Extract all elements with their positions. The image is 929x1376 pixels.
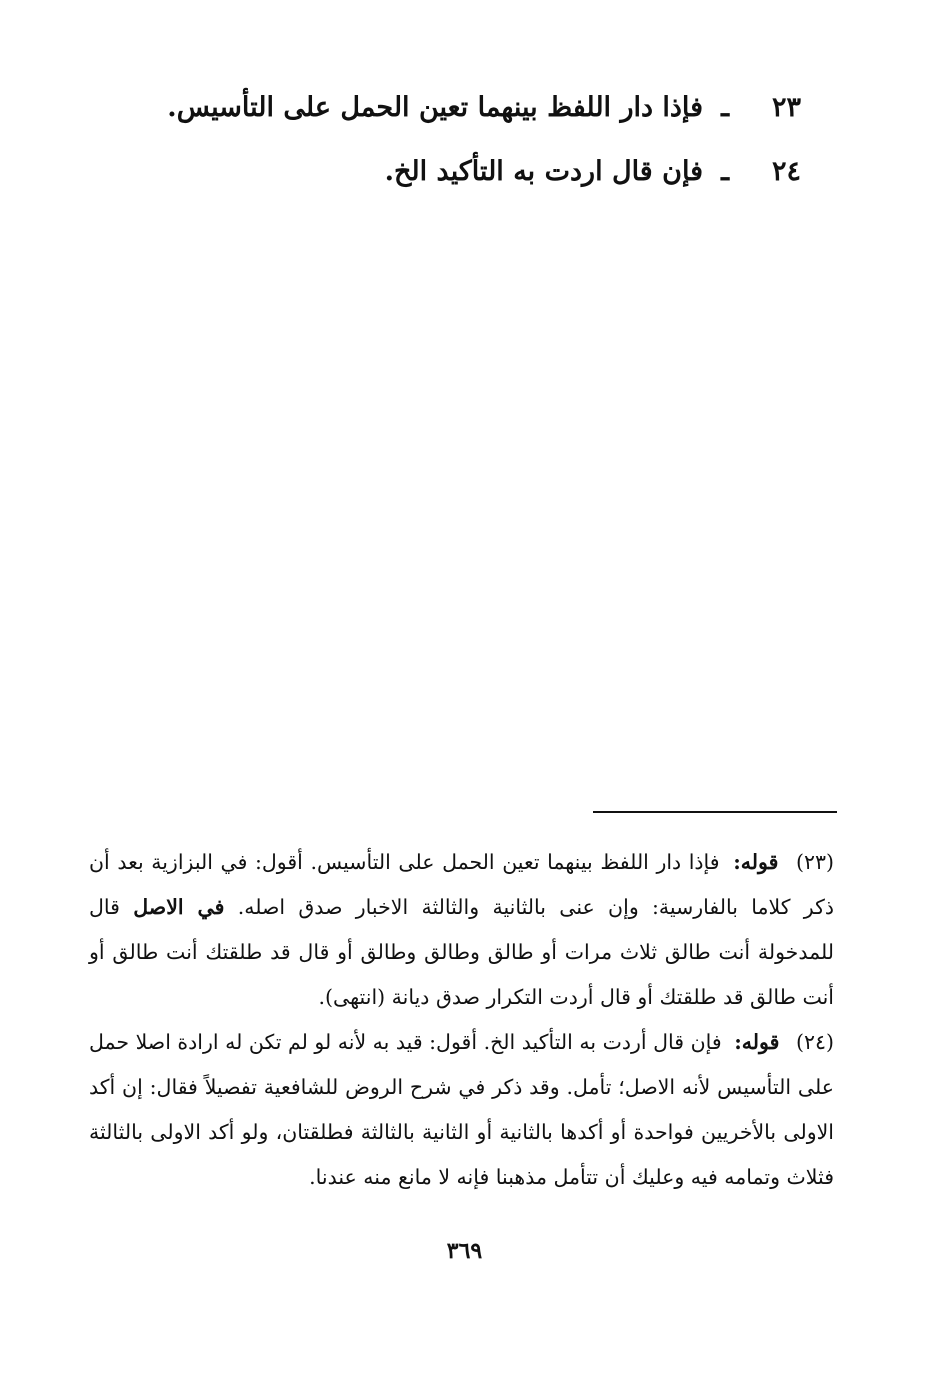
line-number: ٢٤	[771, 156, 801, 187]
page-number: ٣٦٩	[446, 1238, 483, 1264]
footnote-number: (٢٣)	[795, 850, 834, 874]
line-text: فإن قال اردت به التأكيد الخ.	[384, 156, 704, 187]
line-number: ٢٣	[771, 92, 801, 123]
footnote-23	[89, 840, 834, 1020]
footnote-lead: فإن قال أردت به التأكيد الخ.	[483, 1030, 722, 1054]
footnote-lead: فإذا دار اللفظ بينهما تعين الحمل على التأسيس.	[310, 850, 720, 874]
main-line-23	[101, 92, 801, 156]
footnotes	[89, 840, 834, 1200]
footnote-source: في الاصل	[133, 895, 225, 919]
footnote-text: أقول: قيد به لأنه لو لم تكن له ارادة اصلا حمل على التأسيس لأنه الاصل؛ تأمل. وقد ذكر في شرح الروض للشافعية تفصيلاً فقال: إن أكد الاولى بالأخريين فواحدة أو أكدها بالثانية أو الثانية بالثالثة فطلقتان، ولو أكد الاولى بالثالثة فثلاث وتمامه فيه وعليك أن تتأمل مذهبنا فإنه لا مانع منه عندنا.	[89, 1030, 834, 1189]
line-dash: ـ	[721, 156, 729, 187]
footnote-keyword: قوله:	[734, 1030, 780, 1054]
line-dash: ـ	[721, 92, 729, 123]
footnote-text: أقول: في البزازية بعد أن ذكر كلاما بالفارسية: وإن عنى بالثانية والثالثة الاخبار صدق اصله.	[89, 850, 834, 919]
footnote-separator	[593, 811, 837, 813]
footnote-24	[89, 1020, 834, 1200]
main-text	[101, 92, 801, 220]
footnote-keyword: قوله:	[733, 850, 779, 874]
line-text: فإذا دار اللفظ بينهما تعين الحمل على التأسيس.	[167, 92, 704, 123]
footnote-number: (٢٤)	[795, 1030, 834, 1054]
main-line-24	[101, 156, 801, 220]
footnote-text-cont: قال للمدخولة أنت طالق ثلاث مرات أو طالق وطالق وطالق أو قال قد طلقتك أنت طالق أو أنت طالق قد طلقتك أو قال أردت التكرار صدق ديانة (انتهى).	[89, 895, 834, 1009]
